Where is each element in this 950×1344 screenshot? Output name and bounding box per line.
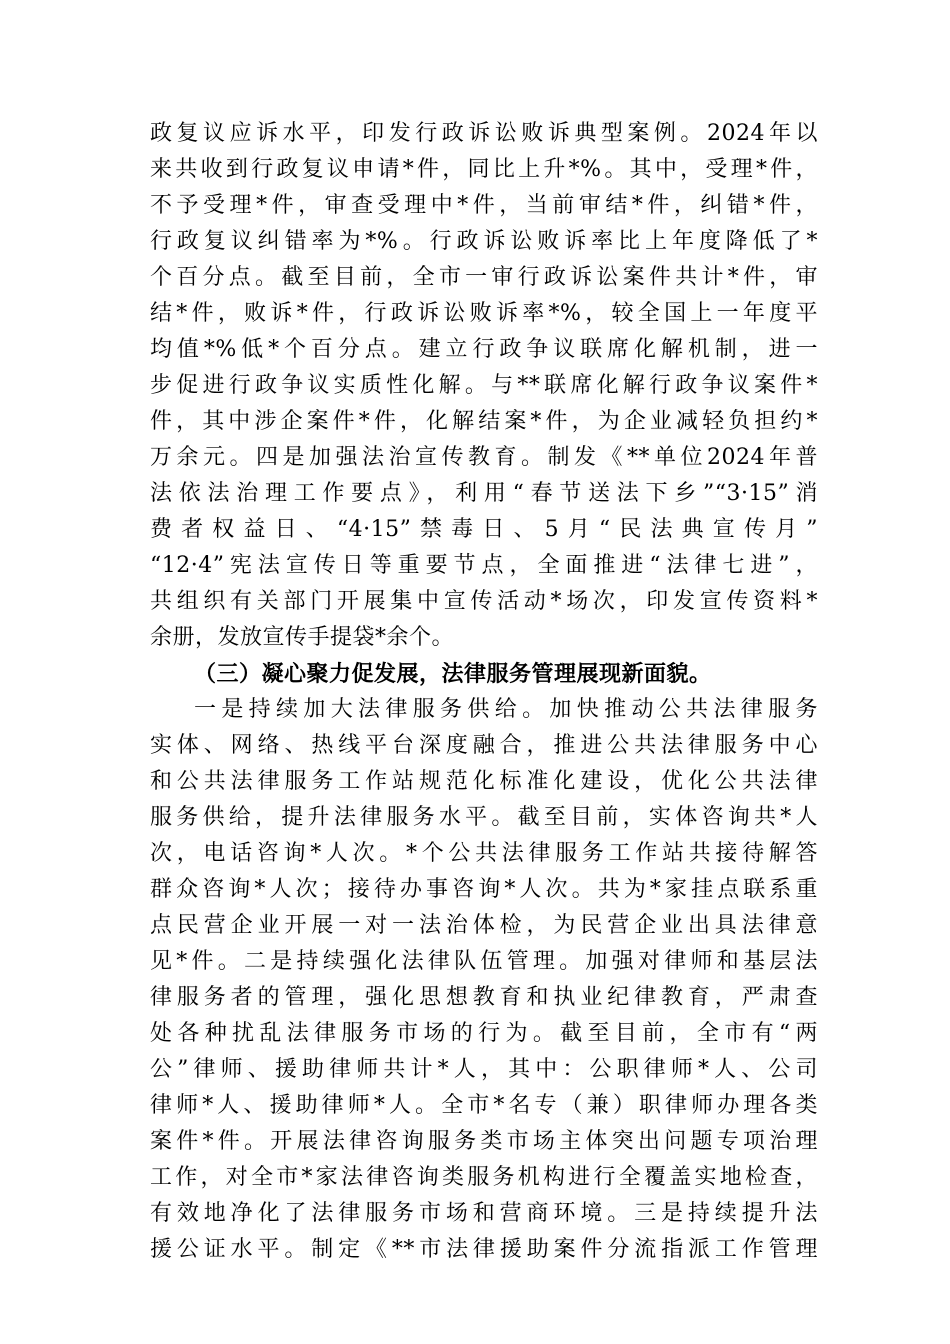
- text-line: 不予受理*件，审查受理中*件，当前审结*件，纠错*件，: [150, 193, 818, 218]
- text-line: 行政复议纠错率为*%。行政诉讼败诉率比上年度降低了*: [150, 229, 818, 254]
- text-line: 万余元。四是加强法治宣传教育。制发《**单位2024年普: [150, 445, 818, 470]
- text-line: 工作，对全市*家法律咨询类服务机构进行全覆盖实地检查，: [150, 1165, 818, 1190]
- text-line: 公”律师、援助律师共计*人，其中：公职律师*人、公司: [150, 1057, 818, 1082]
- text-line: 来共收到行政复议申请*件，同比上升*%。其中，受理*件，: [150, 157, 818, 182]
- text-line: 见*件。二是持续强化法律队伍管理。加强对律师和基层法: [150, 949, 818, 974]
- paragraph-legal-services: [150, 692, 818, 1268]
- text-line: 服务供给，提升法律服务水平。截至目前，实体咨询共*人: [150, 805, 818, 830]
- text-line: 和公共法律服务工作站规范化标准化建设，优化公共法律: [150, 769, 818, 794]
- text-line: “12·4”宪法宣传日等重要节点，全面推进“法律七进”，: [150, 553, 818, 578]
- text-line: 律服务者的管理，强化思想教育和执业纪律教育，严肃查: [150, 985, 818, 1010]
- text-line: 个百分点。截至目前，全市一审行政诉讼案件共计*件，审: [150, 265, 818, 290]
- text-line: 律师*人、援助律师*人。全市*名专（兼）职律师办理各类: [150, 1093, 818, 1118]
- paragraph-legal-publicity: [150, 116, 818, 656]
- text-line: 援公证水平。制定《**市法律援助案件分流指派工作管理: [150, 1237, 818, 1262]
- text-line: 群众咨询*人次；接待办事咨询*人次。共为*家挂点联系重: [150, 877, 818, 902]
- text-line: 一是持续加大法律服务供给。加快推动公共法律服务: [194, 697, 818, 722]
- text-line: 法依法治理工作要点》，利用“春节送法下乡”“3·15”消: [150, 481, 818, 506]
- text-line: 结*件，败诉*件，行政诉讼败诉率*%，较全国上一年度平: [150, 301, 818, 326]
- text-line: 点民营企业开展一对一法治体检，为民营企业出具法律意: [150, 913, 818, 938]
- text-line: 共组织有关部门开展集中宣传活动*场次，印发宣传资料*: [150, 589, 818, 614]
- text-line: 均值*%低*个百分点。建立行政争议联席化解机制，进一: [150, 337, 818, 362]
- document-page: [150, 116, 818, 1268]
- text-line: 政复议应诉水平，印发行政诉讼败诉典型案例。2024年以: [150, 121, 818, 146]
- text-line: 次，电话咨询*人次。*个公共法律服务工作站共接待解答: [150, 841, 818, 866]
- text-line: 实体、网络、热线平台深度融合，推进公共法律服务中心: [150, 733, 818, 758]
- text-line: 余册，发放宣传手提袋*余个。: [150, 625, 455, 650]
- section-heading: （三）凝心聚力促发展，法律服务管理展现新面貌。: [194, 661, 712, 687]
- text-line: 件，其中涉企案件*件，化解结案*件，为企业减轻负担约*: [150, 409, 818, 434]
- text-line: 有效地净化了法律服务市场和营商环境。三是持续提升法: [150, 1201, 818, 1226]
- text-line: 费者权益日、“4·15”禁毒日、5月“民法典宣传月”: [150, 517, 818, 542]
- text-line: 处各种扰乱法律服务市场的行为。截至目前，全市有“两: [150, 1021, 818, 1046]
- text-line: 案件*件。开展法律咨询服务类市场主体突出问题专项治理: [150, 1129, 818, 1154]
- text-line: 步促进行政争议实质性化解。与**联席化解行政争议案件*: [150, 373, 818, 398]
